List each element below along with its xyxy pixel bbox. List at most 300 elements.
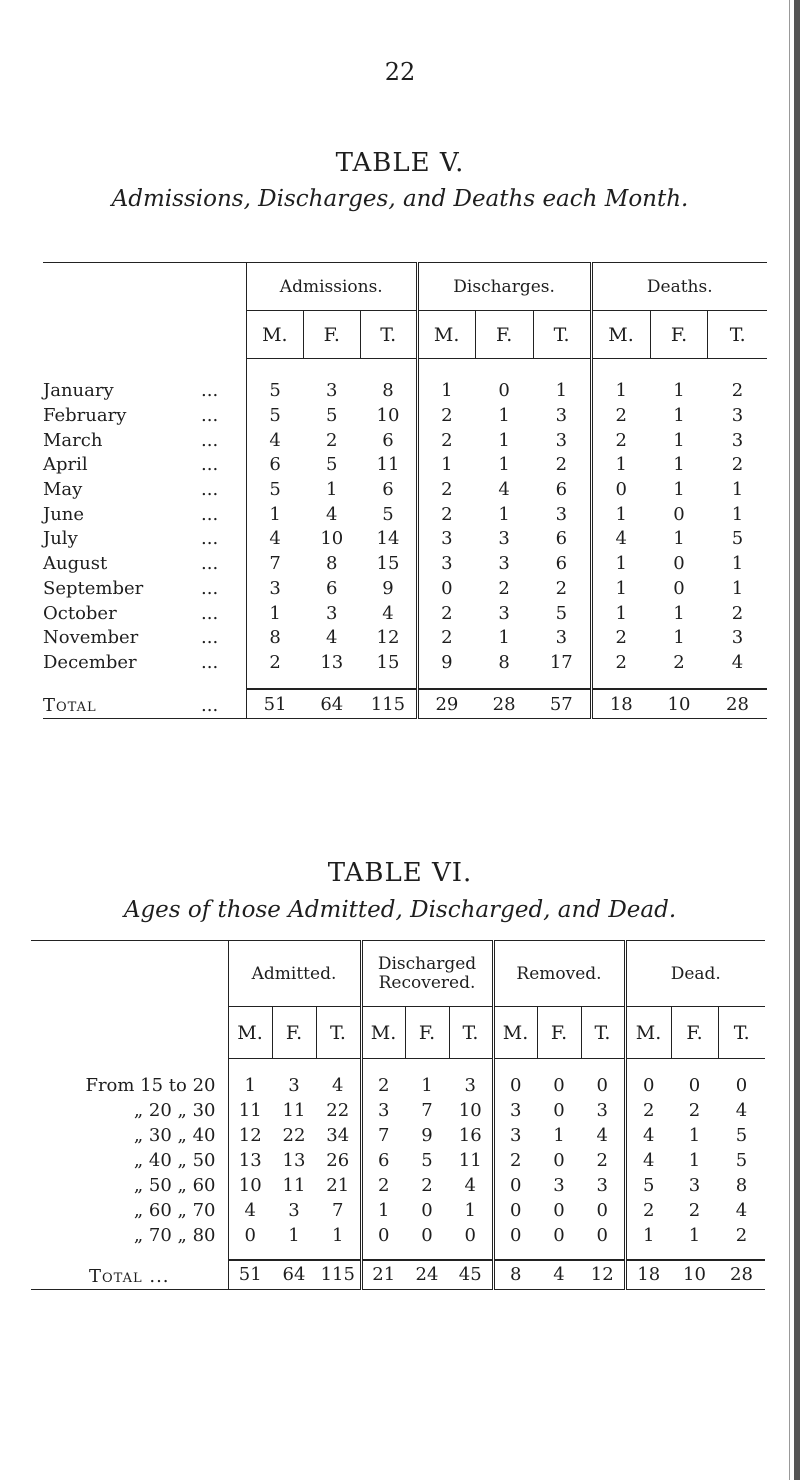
row-dots: ... [201,503,219,525]
table-cell: 2 [615,651,627,673]
table-cell: 10 [320,528,344,550]
table-cell: 8 [498,651,510,673]
table-cell: 1 [326,479,338,501]
row-label-cell [43,625,246,650]
table-cell: 4 [316,1073,361,1098]
row-dots: ... [201,651,219,673]
table-cell: 0 [553,1199,565,1221]
table-cell: 1 [441,380,453,402]
row-label-cell [43,576,246,601]
table-cell: 51 [246,689,303,719]
table-cell: 1 [449,1198,493,1223]
row-label-cell [31,1173,228,1198]
row-label-cell [31,1098,228,1123]
table-cell: 0 [673,553,685,575]
table-cell: 8 [360,379,417,404]
table-cell: 2 [643,1199,655,1221]
table-cell: 64 [303,689,360,719]
row-label-cell [43,379,246,404]
table-6-group-dead: Dead. [670,963,721,984]
row-label: Total [43,695,97,716]
table-cell: 34 [316,1123,361,1148]
table-row [43,403,767,428]
row-label-cell [43,527,246,552]
table-cell: 13 [282,1149,306,1171]
table-cell: 1 [498,454,510,476]
table-cell: 6 [533,551,591,576]
table-cell: 3 [731,429,744,451]
table-cell: 5 [735,1149,748,1171]
table-cell: 13 [238,1149,262,1171]
table-cell: 9 [421,1124,433,1146]
table-cell: 2 [510,1149,522,1171]
table-row [31,1173,765,1198]
table-cell: 14 [360,527,417,552]
table-cell: 2 [615,405,627,427]
table-cell: 0 [673,503,685,525]
row-label: February [43,405,127,427]
table-cell: 4 [643,1149,655,1171]
table-cell: 0 [449,1223,493,1248]
table-cell: 11 [282,1099,306,1121]
table-cell: 0 [421,1199,433,1221]
table-cell: 1 [615,380,627,402]
row-label-cell [43,403,246,428]
table-cell: 5 [269,380,281,402]
table-cell: 4 [735,1199,748,1221]
table-cell: 3 [581,1098,625,1123]
table-cell: 6 [378,1149,390,1171]
table-6-group-admitted: Admitted. [228,941,361,1007]
table-6 [31,940,765,1290]
table-cell: 3 [553,1174,565,1196]
table-cell: 6 [533,527,591,552]
table-row [31,1198,765,1223]
table-6-subheader: M. [228,1007,272,1059]
table-cell: 1 [498,503,510,525]
table-6-total-row [31,1260,765,1290]
table-cell: 3 [533,403,591,428]
table-cell: 4 [643,1124,655,1146]
table-cell: 2 [441,602,453,624]
table-cell: 1 [269,602,281,624]
row-label-cell [43,428,246,453]
table-cell: 3 [288,1199,300,1221]
table-cell: 2 [498,577,510,599]
table-row [43,601,767,626]
table-cell: 51 [228,1260,272,1290]
row-label: July [43,528,78,550]
table-cell: 6 [533,477,591,502]
row-label: April [43,454,88,476]
table-cell: 3 [326,602,338,624]
table-cell: 24 [405,1260,449,1290]
table-cell: 5 [643,1174,655,1196]
table-6-group-discharged-recovered: Discharged Recovered. [361,941,493,1007]
table-cell: 9 [360,576,417,601]
table-cell: 29 [417,689,475,719]
row-dots: ... [201,528,219,550]
table-cell: 8 [735,1174,748,1196]
table-cell: 2 [269,651,281,673]
table-cell: 8 [326,553,338,575]
table-cell: 3 [581,1173,625,1198]
table-cell: 0 [378,1224,390,1246]
table-cell: 3 [269,577,281,599]
table-6-subheader: M. [493,1007,537,1059]
row-label-cell [43,551,246,576]
table-cell: 1 [731,479,744,501]
table-6-subheader: F. [405,1007,449,1059]
table-cell: 4 [360,601,417,626]
row-label: August [43,553,108,575]
row-dots: ... [201,553,219,575]
table-cell: 16 [449,1123,493,1148]
table-cell: 11 [238,1099,262,1121]
table-cell: 2 [441,503,453,525]
table-cell: 1 [269,503,281,525]
row-dots: ... [201,380,219,402]
table-cell: 2 [735,1224,748,1246]
table-6-subheader: T. [316,1007,361,1059]
table-cell: 2 [688,1199,701,1221]
table-row [43,379,767,404]
table-5-subheader: M. [246,311,303,359]
table-cell: 6 [269,454,281,476]
table-cell: 0 [688,1074,701,1096]
table-6-subheader: F. [272,1007,316,1059]
table-cell: 2 [441,627,453,649]
table-5 [43,262,767,719]
table-cell: 9 [441,651,453,673]
table-cell: 5 [731,528,744,550]
row-label-cell [43,453,246,478]
table-cell: 28 [475,689,533,719]
table-cell: 1 [615,602,627,624]
table-cell: 0 [553,1099,565,1121]
table-cell: 0 [553,1224,565,1246]
table-cell: 4 [449,1173,493,1198]
table-row [43,551,767,576]
table-5-subheader-stub [43,311,246,359]
table-6-subheader-stub [31,1007,228,1059]
table-cell: 5 [360,502,417,527]
table-cell: 0 [510,1199,522,1221]
table-cell: 4 [615,528,627,550]
row-label-cell [31,1148,228,1173]
row-label: October [43,602,117,624]
table-cell: 0 [615,479,627,501]
table-cell: 4 [326,627,338,649]
table-cell: 7 [316,1198,361,1223]
table-cell: 22 [316,1098,361,1123]
table-6-subtitle: Ages of those Admitted, Discharged, and Dead. [123,897,677,923]
table-cell: 2 [326,429,338,451]
row-label-cell [31,1073,228,1098]
table-cell: 0 [441,577,453,599]
table-cell: 1 [441,454,453,476]
table-cell: 3 [441,553,453,575]
table-cell: 3 [378,1099,390,1121]
table-cell: 2 [615,429,627,451]
row-label-cell [43,502,246,527]
table-cell: 0 [581,1073,625,1098]
table-cell: 2 [441,479,453,501]
row-dots: ... [201,602,219,624]
table-6-subheader: T. [581,1007,625,1059]
table-6-group-removed: Removed. [493,941,625,1007]
table-cell: 0 [553,1149,565,1171]
table-cell: 3 [688,1174,701,1196]
table-5-subheader: F. [650,311,708,359]
row-label-cell [31,1223,228,1248]
table-cell: 4 [735,1099,748,1121]
table-6-stub-header [31,941,228,1007]
table-cell: 1 [731,503,744,525]
table-cell: 0 [581,1223,625,1248]
table-cell: 57 [533,689,591,719]
table-row [43,428,767,453]
table-cell: 1 [688,1149,701,1171]
table-row [43,453,767,478]
table-5-subheader: F. [303,311,360,359]
table-cell: 3 [326,380,338,402]
table-5-subheader: M. [417,311,475,359]
table-cell: 21 [316,1173,361,1198]
table-cell: 2 [533,576,591,601]
table-cell: 5 [326,405,338,427]
table-5-title: TABLE V. [335,148,465,178]
table-5-subheader: F. [475,311,533,359]
table-row [31,1223,765,1248]
table-cell: 3 [533,625,591,650]
table-cell: 0 [510,1074,522,1096]
row-label: „ 70 „ 80 [133,1224,216,1246]
table-cell: 3 [498,602,510,624]
table-cell: 6 [360,428,417,453]
table-cell: 6 [326,577,338,599]
table-cell: 0 [510,1224,522,1246]
row-dots: ... [201,405,219,427]
table-cell: 1 [615,577,627,599]
table-cell: 0 [553,1074,565,1096]
row-label: „ 20 „ 30 [133,1099,216,1121]
table-row [31,1098,765,1123]
table-5-subheader: M. [591,311,650,359]
table-cell: 4 [269,429,281,451]
table-cell: 1 [498,405,510,427]
row-label-cell [31,1123,228,1148]
row-label-cell [43,689,246,719]
table-cell: 2 [421,1174,433,1196]
table-cell: 2 [643,1099,655,1121]
table-cell: 1 [673,479,685,501]
table-cell: 0 [510,1174,522,1196]
table-row [43,527,767,552]
table-cell: 1 [615,503,627,525]
row-label: „ 30 „ 40 [133,1124,216,1146]
row-label: September [43,577,144,599]
table-cell: 4 [537,1260,581,1290]
row-dots: ... [201,695,219,716]
table-cell: 115 [360,689,417,719]
table-cell: 28 [708,689,767,719]
table-cell: 4 [326,503,338,525]
row-label: March [43,429,103,451]
table-cell: 1 [673,627,685,649]
table-row [31,1123,765,1148]
row-dots: ... [201,454,219,476]
table-cell: 3 [731,405,744,427]
table-cell: 11 [360,453,417,478]
row-dots: ... [201,479,219,501]
table-cell: 3 [510,1124,522,1146]
table-cell: 1 [378,1199,390,1221]
table-cell: 2 [533,453,591,478]
table-cell: 3 [533,502,591,527]
row-label: „ 40 „ 50 [133,1149,216,1171]
table-cell: 4 [498,479,510,501]
table-6-subheader: F. [537,1007,581,1059]
table-cell: 13 [320,651,344,673]
table-cell: 2 [731,454,744,476]
table-cell: 1 [421,1074,433,1096]
table-cell: 2 [378,1174,390,1196]
table-cell: 0 [673,577,685,599]
row-label-cell [43,477,246,502]
table-cell: 1 [316,1223,361,1248]
table-cell: 1 [498,627,510,649]
table-cell: 10 [238,1174,262,1196]
table-cell: 2 [731,380,744,402]
table-cell: 3 [498,528,510,550]
table-cell: 10 [671,1260,718,1290]
table-6-title: TABLE VI. [327,858,473,888]
row-label-cell [31,1260,228,1290]
row-dots: ... [201,429,219,451]
table-cell: 1 [615,553,627,575]
table-cell: 1 [731,553,744,575]
table-cell: 3 [498,553,510,575]
table-cell: 3 [441,528,453,550]
table-cell: 10 [650,689,708,719]
table-row [31,1148,765,1173]
table-cell: 3 [731,627,744,649]
table-cell: 1 [688,1124,701,1146]
table-cell: 1 [673,528,685,550]
table-cell: 2 [673,651,685,673]
table-cell: 1 [615,454,627,476]
table-cell: 4 [269,528,281,550]
table-cell: 5 [326,454,338,476]
table-cell: 18 [591,689,650,719]
row-label: „ 50 „ 60 [133,1174,216,1196]
table-cell: 3 [533,428,591,453]
row-label: May [43,479,83,501]
row-label: June [43,503,85,525]
table-cell: 2 [581,1148,625,1173]
table-cell: 2 [615,627,627,649]
table-cell: 11 [449,1148,493,1173]
table-cell: 64 [272,1260,316,1290]
table-cell: 3 [510,1099,522,1121]
table-6-subheader: T. [449,1007,493,1059]
table-cell: 5 [269,479,281,501]
table-cell: 5 [421,1149,433,1171]
row-label-cell [43,650,246,675]
table-cell: 2 [731,602,744,624]
row-dots: ... [201,577,219,599]
table-cell: 22 [282,1124,306,1146]
row-label-cell [43,601,246,626]
table-cell: 10 [449,1098,493,1123]
table-cell: 2 [441,429,453,451]
table-cell: 6 [360,477,417,502]
table-cell: 7 [421,1099,433,1121]
table-5-group-deaths: Deaths. [646,276,713,297]
table-cell: 0 [643,1074,655,1096]
table-cell: 1 [673,429,685,451]
table-6-subheader: M. [361,1007,405,1059]
table-cell: 1 [553,1124,565,1146]
table-cell: 3 [449,1073,493,1098]
table-cell: 1 [288,1224,300,1246]
table-cell: 10 [360,403,417,428]
table-6-subheader: T. [718,1007,765,1059]
table-6-subheader: M. [625,1007,671,1059]
table-row [43,502,767,527]
table-cell: 1 [244,1074,256,1096]
table-cell: 1 [673,380,685,402]
table-cell: 26 [316,1148,361,1173]
table-cell: 1 [643,1224,655,1246]
table-6-subheader: F. [671,1007,718,1059]
table-cell: 1 [731,577,744,599]
table-cell: 4 [581,1123,625,1148]
table-cell: 7 [269,553,281,575]
table-cell: 8 [493,1260,537,1290]
table-cell: 2 [688,1099,701,1121]
row-label: January [43,380,114,402]
row-label: From 15 to 20 [85,1074,216,1096]
table-row [31,1073,765,1098]
table-cell: 1 [533,379,591,404]
table-cell: 7 [378,1124,390,1146]
table-cell: 15 [360,551,417,576]
page-number: 22 [384,58,416,86]
row-label: December [43,651,137,673]
table-5-subheader: T. [360,311,417,359]
table-cell: 8 [269,627,281,649]
table-cell: 1 [673,454,685,476]
table-cell: 5 [533,601,591,626]
table-5-total-row [43,689,767,719]
table-5-subheader: T. [533,311,591,359]
row-label: Total ... [88,1265,170,1287]
table-cell: 4 [731,651,744,673]
row-label-cell [31,1198,228,1223]
table-row [43,650,767,675]
table-cell: 45 [449,1260,493,1290]
table-cell: 0 [244,1224,256,1246]
table-cell: 2 [378,1074,390,1096]
table-cell: 15 [360,650,417,675]
table-cell: 3 [288,1074,300,1096]
table-5-stub-header [43,263,246,311]
table-cell: 4 [244,1199,256,1221]
table-cell: 1 [673,405,685,427]
page-edge [794,0,800,1480]
